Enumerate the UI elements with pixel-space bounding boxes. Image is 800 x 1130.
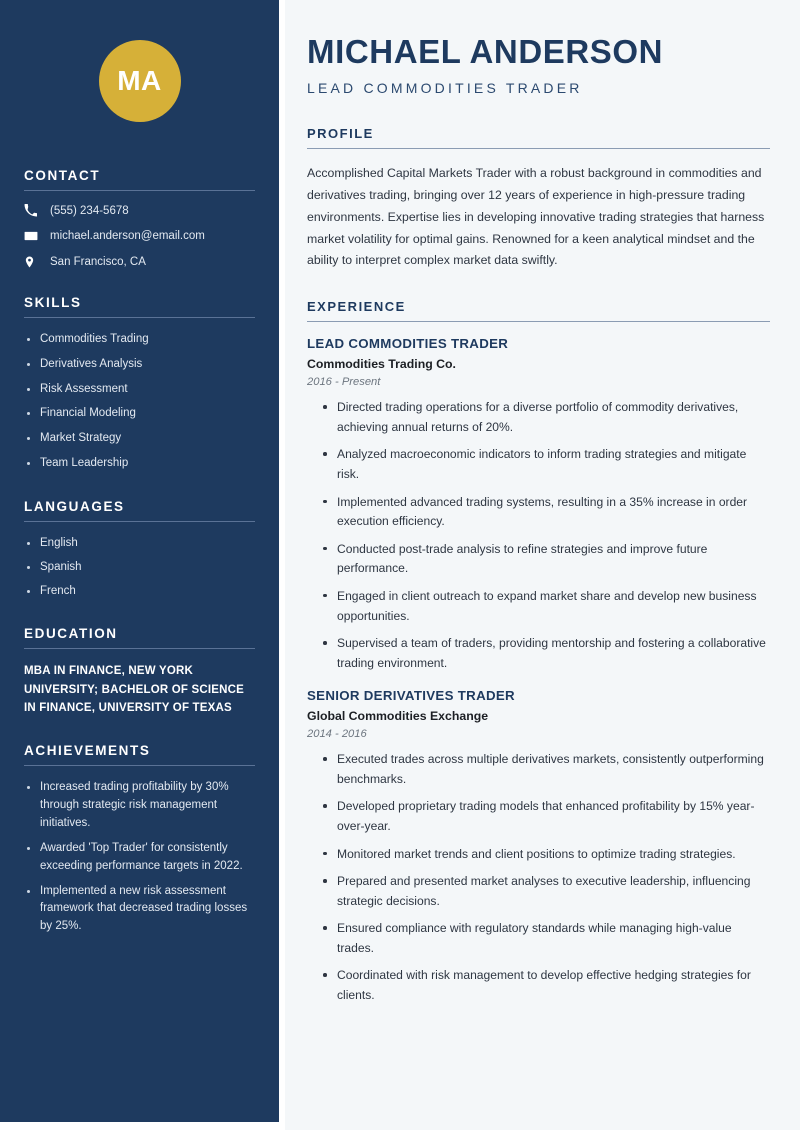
contact-phone-value: (555) 234-5678 bbox=[50, 204, 129, 217]
experience-heading: EXPERIENCE bbox=[307, 299, 406, 315]
achievements-section bbox=[24, 743, 255, 936]
profile-heading: PROFILE bbox=[307, 125, 374, 141]
languages-section bbox=[24, 499, 255, 600]
page-title: MICHAEL ANDERSON bbox=[307, 33, 664, 70]
contact-divider bbox=[24, 190, 255, 191]
list-item: Implemented a new risk assessment framework that decreased trading losses by 25%. bbox=[24, 883, 255, 936]
list-item: Coordinated with risk management to develop effective hedging strategies for clients. bbox=[323, 966, 770, 1005]
list-item: Implemented advanced trading systems, resulting in a 35% increase in order execution efficiency. bbox=[323, 493, 770, 532]
experience-section bbox=[307, 299, 770, 1005]
contact-row-email[interactable] bbox=[24, 229, 255, 243]
list-item: Developed proprietary trading models that enhanced profitability by 15% year-over-year. bbox=[323, 797, 770, 836]
list-item: Supervised a team of traders, providing mentorship and fostering a collaborative trading environment. bbox=[323, 634, 770, 673]
list-item: Conducted post-trade analysis to refine strategies and improve future performance. bbox=[323, 540, 770, 579]
profile-divider bbox=[307, 148, 770, 149]
job-dates: 2014 - 2016 bbox=[307, 728, 367, 741]
languages-heading: LANGUAGES bbox=[24, 498, 125, 514]
list-item: Awarded 'Top Trader' for consistently exceeding performance targets in 2022. bbox=[24, 840, 255, 876]
list-item: Financial Modeling bbox=[24, 405, 255, 423]
contact-section bbox=[24, 168, 255, 269]
education-text: MBA IN FINANCE, NEW YORK UNIVERSITY; BACHELOR OF SCIENCE IN FINANCE, UNIVERSITY OF TEXAS bbox=[24, 665, 245, 715]
contact-heading: CONTACT bbox=[24, 168, 101, 183]
list-item: Derivatives Analysis bbox=[24, 356, 255, 374]
education-divider bbox=[24, 648, 255, 649]
job-title: SENIOR DERIVATIVES TRADER bbox=[307, 688, 515, 704]
achievements-divider bbox=[24, 765, 255, 766]
avatar: MA bbox=[99, 40, 181, 122]
experience-divider bbox=[307, 321, 770, 322]
list-item: Executed trades across multiple derivatives markets, consistently outperforming benchmarks. bbox=[323, 750, 770, 789]
contact-email-value: michael.anderson@email.com bbox=[50, 230, 205, 242]
list-item: French bbox=[24, 583, 255, 601]
job-subtitle: LEAD COMMODITIES TRADER bbox=[307, 79, 583, 96]
location-pin-icon bbox=[24, 255, 42, 269]
skills-section bbox=[24, 295, 255, 473]
list-item: Engaged in client outreach to expand market share and develop new business opportunities. bbox=[323, 587, 770, 626]
education-heading: EDUCATION bbox=[24, 626, 118, 642]
main-content bbox=[285, 0, 800, 1130]
achievements-heading: ACHIEVEMENTS bbox=[24, 743, 151, 759]
list-item: Commodities Trading bbox=[24, 331, 255, 349]
phone-icon bbox=[24, 204, 42, 217]
job-title: LEAD COMMODITIES TRADER bbox=[307, 336, 509, 352]
contact-row-location[interactable] bbox=[24, 255, 255, 269]
envelope-icon bbox=[24, 229, 42, 243]
languages-divider bbox=[24, 521, 255, 522]
experience-entry bbox=[307, 336, 770, 673]
list-item: Spanish bbox=[24, 559, 255, 577]
sidebar bbox=[0, 0, 279, 1122]
list-item: English bbox=[24, 535, 255, 553]
list-item: Risk Assessment bbox=[24, 381, 255, 399]
list-item: Ensured compliance with regulatory standards while managing high-value trades. bbox=[323, 919, 770, 958]
job-dates: 2016 - Present bbox=[307, 376, 381, 389]
avatar-container bbox=[24, 0, 255, 168]
list-item: Team Leadership bbox=[24, 455, 255, 473]
list-item: Prepared and presented market analyses to executive leadership, influencing strategic decisions. bbox=[323, 872, 770, 911]
job-bullet-list bbox=[307, 750, 770, 1005]
education-section bbox=[24, 626, 255, 717]
list-item: Market Strategy bbox=[24, 430, 255, 448]
contact-location-value: San Francisco, CA bbox=[50, 256, 146, 268]
list-item: Analyzed macroeconomic indicators to inform trading strategies and mitigate risk. bbox=[323, 445, 770, 484]
skills-list bbox=[24, 331, 255, 473]
list-item: Increased trading profitability by 30% through strategic risk management initiatives. bbox=[24, 779, 255, 832]
experience-entry bbox=[307, 688, 770, 1005]
list-item: Monitored market trends and client positions to optimize trading strategies. bbox=[323, 845, 770, 865]
profile-text: Accomplished Capital Markets Trader with a robust background in commodities and derivatives trading, bringing over 12 years of experience in high-pressure trading environments. Expertise lies in developing innovative trading strategies that harness market volatility for optimal gains. Renowned for a keen analytical mindset and the ability to interpret complex market data swiftly. bbox=[307, 165, 765, 268]
profile-section bbox=[307, 126, 770, 272]
skills-divider bbox=[24, 317, 255, 318]
skills-heading: SKILLS bbox=[24, 295, 82, 310]
job-company: Global Commodities Exchange bbox=[307, 709, 489, 724]
list-item: Directed trading operations for a diverse portfolio of commodity derivatives, achieving annual returns of 20%. bbox=[323, 398, 770, 437]
languages-list bbox=[24, 535, 255, 600]
job-company: Commodities Trading Co. bbox=[307, 357, 456, 372]
job-bullet-list bbox=[307, 398, 770, 673]
contact-row-phone[interactable] bbox=[24, 204, 255, 217]
achievements-list bbox=[24, 779, 255, 936]
